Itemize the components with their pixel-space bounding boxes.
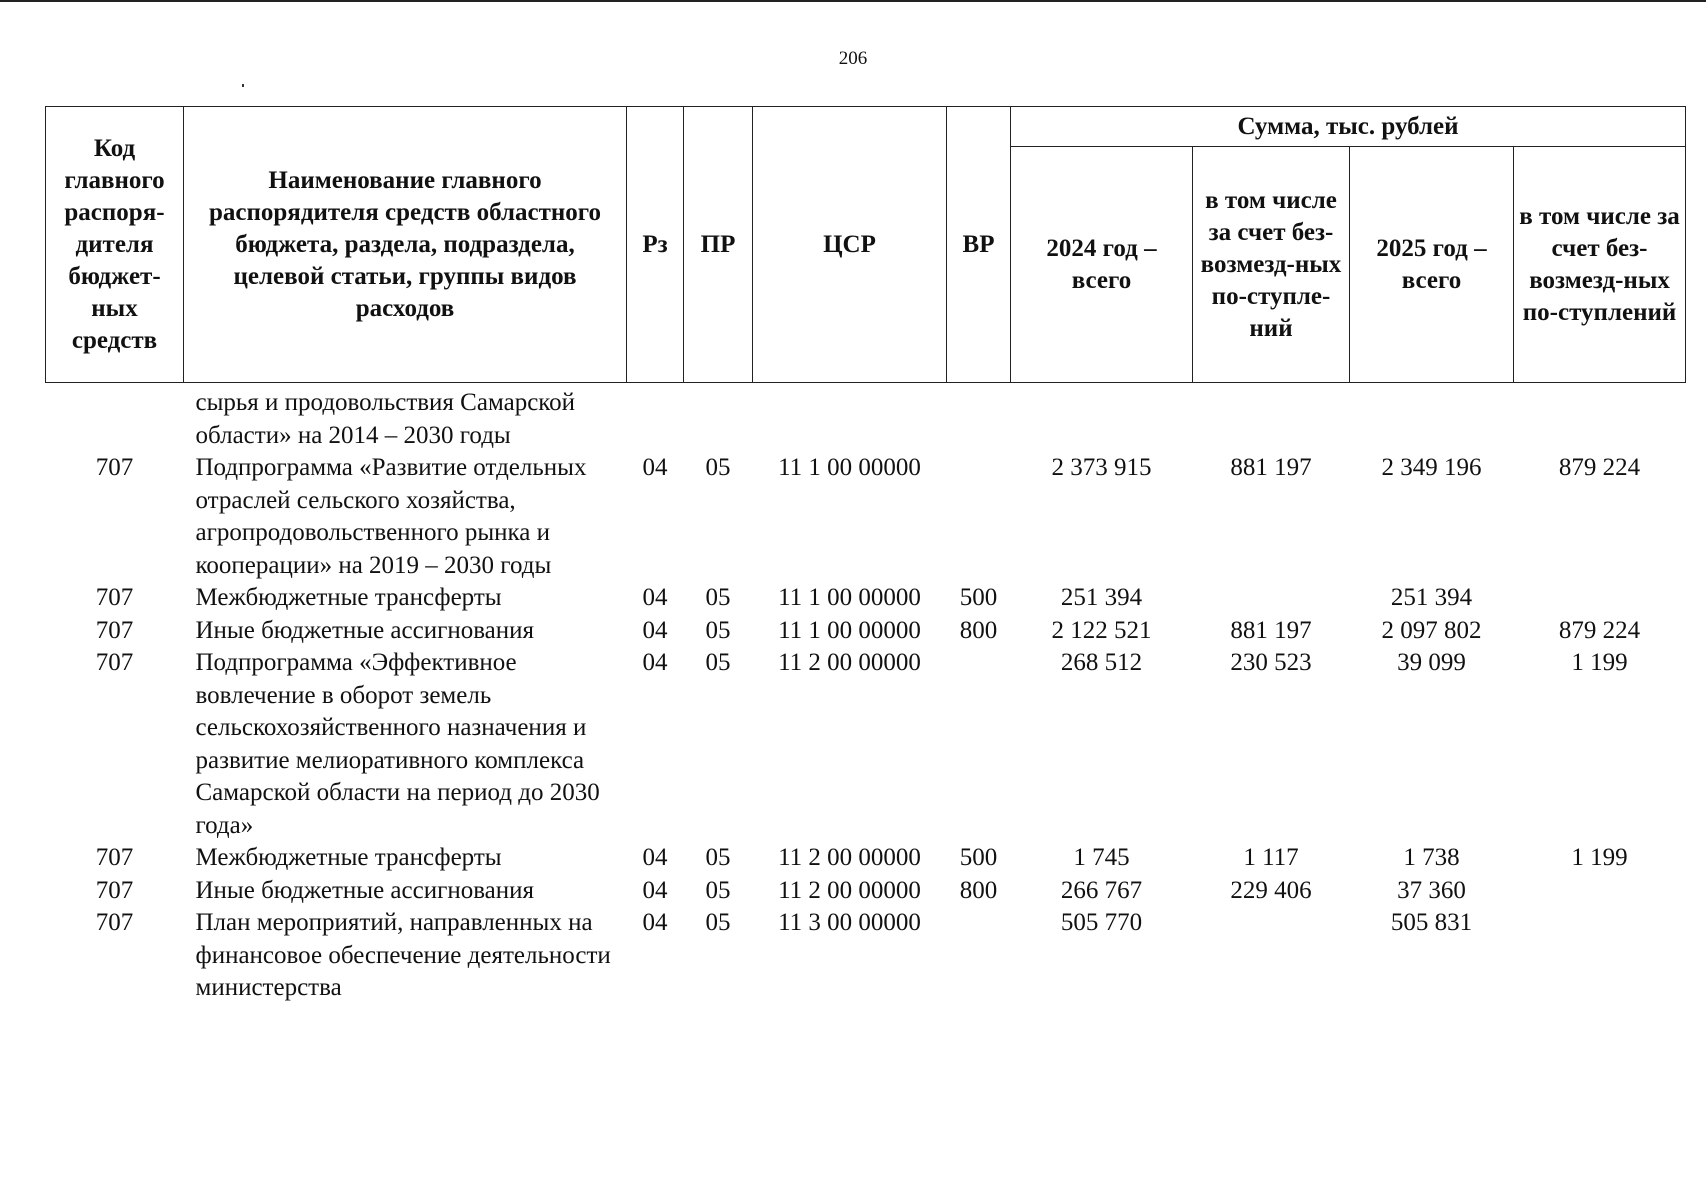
cell-2025-total: 2 097 802: [1381, 616, 1482, 644]
cell-2024-total: 505 770: [1060, 909, 1143, 936]
table-header: [46, 107, 1686, 383]
budget-table: [45, 106, 1686, 1005]
cell-rz: 04: [642, 454, 668, 481]
cell-vr: [947, 647, 1011, 842]
cell-2024-total: 268 512: [1060, 649, 1143, 676]
page-number: 206: [838, 48, 868, 69]
cell-code: 707: [95, 649, 134, 676]
table-row: [46, 842, 1686, 875]
cell-code: 707: [95, 844, 134, 871]
table-body: [46, 383, 1686, 1005]
cell-2025-total: 251 394: [1390, 584, 1473, 611]
cell-2024-free: 881 197: [1230, 616, 1312, 644]
cell-name: Подпрограмма «Эффективное вовлечение в оборот земель сельскохозяйственного назначения и развитие мелиоративного комплекса Самарской области на период до 2030 года»: [195, 649, 600, 839]
cell-2024-total: 266 767: [1060, 876, 1143, 904]
header-vr: ВР: [947, 107, 1011, 383]
cell-name: Иные бюджетные ассигнования: [195, 876, 535, 904]
header-2025-total: 2025 год – всего: [1350, 147, 1514, 383]
cell-2025-total: 37 360: [1397, 876, 1466, 904]
cell-2024-free: [1193, 582, 1350, 615]
cell-pr: [684, 383, 753, 453]
cell-2024-free: 229 406: [1230, 876, 1312, 904]
cell-pr: 05: [705, 844, 731, 871]
cell-2024-total: 2 373 915: [1051, 454, 1152, 481]
table-row: [46, 907, 1686, 1005]
cell-2024-free: 1 117: [1243, 844, 1299, 871]
cell-2025-free: [1514, 582, 1686, 615]
header-2025-free: в том числе за счет без-возмезд-ных по-ступлений: [1514, 147, 1686, 383]
cell-2024-free: 881 197: [1230, 454, 1312, 481]
cell-2025-free: [1514, 907, 1686, 1005]
cell-csr: [753, 383, 947, 453]
cell-rz: 04: [642, 616, 668, 644]
cell-2024-total: [1011, 383, 1193, 453]
cell-code: 707: [95, 584, 134, 611]
cell-name: Межбюджетные трансферты: [195, 844, 502, 871]
table-row: [46, 615, 1686, 648]
cell-vr: 500: [959, 584, 998, 611]
header-name: Наименование главного распорядителя средств областного бюджета, раздела, подраздела, целевой статьи, группы видов расходов: [184, 107, 627, 383]
table-row: [46, 452, 1686, 582]
header-rz: Рз: [627, 107, 684, 383]
cell-vr: 500: [959, 844, 998, 871]
cell-2024-free: [1193, 383, 1350, 453]
cell-code: 707: [95, 909, 134, 936]
cell-pr: 05: [705, 649, 731, 676]
cell-2025-free: 879 224: [1558, 454, 1641, 481]
cell-pr: 05: [705, 454, 731, 481]
header-csr: ЦСР: [753, 107, 947, 383]
cell-rz: 04: [642, 909, 668, 936]
cell-2024-total: 2 122 521: [1051, 616, 1152, 644]
cell-rz: 04: [642, 649, 668, 676]
cell-2025-total: 505 831: [1390, 909, 1473, 936]
cell-name: Межбюджетные трансферты: [195, 584, 502, 611]
header-code: Код главного распоря-дителя бюджет-ных средств: [46, 107, 184, 383]
cell-csr: 11 3 00 00000: [778, 909, 921, 936]
cell-rz: 04: [642, 876, 668, 904]
scan-speck: [242, 84, 244, 87]
cell-vr: [947, 383, 1011, 453]
cell-code: 707: [95, 616, 134, 644]
cell-2024-free: 230 523: [1230, 649, 1312, 676]
cell-vr: 800: [959, 616, 998, 644]
cell-vr: [947, 907, 1011, 1005]
table-row: [46, 875, 1686, 908]
cell-2025-total: 39 099: [1397, 649, 1466, 676]
table-row: [46, 647, 1686, 842]
header-pr: ПР: [684, 107, 753, 383]
table-row: [46, 383, 1686, 453]
cell-csr: 11 2 00 00000: [778, 844, 921, 871]
cell-code: 707: [95, 876, 134, 904]
cell-2024-free: [1193, 907, 1350, 1005]
cell-2025-free: 1 199: [1571, 844, 1628, 871]
cell-rz: 04: [642, 584, 668, 611]
cell-code: 707: [95, 454, 134, 481]
cell-2025-free: [1514, 383, 1686, 453]
cell-pr: 05: [705, 876, 731, 904]
cell-csr: 11 2 00 00000: [778, 649, 921, 676]
page-top-border: [0, 0, 1706, 2]
cell-csr: 11 1 00 00000: [778, 454, 921, 481]
cell-2025-total: [1350, 383, 1514, 453]
cell-2025-free: 1 199: [1571, 649, 1628, 676]
cell-csr: 11 1 00 00000: [778, 616, 921, 644]
cell-csr: 11 2 00 00000: [778, 876, 921, 904]
cell-pr: 05: [705, 584, 731, 611]
header-2024-free: в том числе за счет без-возмезд-ных по-ступле-ний: [1193, 147, 1350, 383]
cell-2025-total: 1 738: [1403, 844, 1460, 871]
cell-2025-free: 879 224: [1558, 616, 1641, 644]
header-sum-group: Сумма, тыс. рублей: [1011, 107, 1686, 147]
cell-pr: 05: [705, 909, 731, 936]
cell-2024-total: 1 745: [1073, 844, 1130, 871]
cell-pr: 05: [705, 616, 731, 644]
cell-vr: 800: [959, 876, 998, 904]
cell-name: План мероприятий, направленных на финансовое обеспечение деятельности министерства: [195, 909, 611, 1001]
cell-name: Подпрограмма «Развитие отдельных отраслей сельского хозяйства, агропродовольственного рынка и кооперации» на 2019 – 2030 годы: [195, 454, 587, 579]
cell-code: [46, 383, 184, 453]
header-2024-total: 2024 год – всего: [1011, 147, 1193, 383]
cell-rz: [627, 383, 684, 453]
table-row: [46, 582, 1686, 615]
cell-name: сырья и продовольствия Самарской области» на 2014 – 2030 годы: [195, 389, 576, 449]
cell-2025-total: 2 349 196: [1381, 454, 1482, 481]
cell-rz: 04: [642, 844, 668, 871]
cell-2024-total: 251 394: [1060, 584, 1143, 611]
cell-2025-free: [1514, 875, 1686, 908]
cell-csr: 11 1 00 00000: [778, 584, 921, 611]
cell-name: Иные бюджетные ассигнования: [195, 616, 535, 644]
cell-vr: [947, 452, 1011, 582]
